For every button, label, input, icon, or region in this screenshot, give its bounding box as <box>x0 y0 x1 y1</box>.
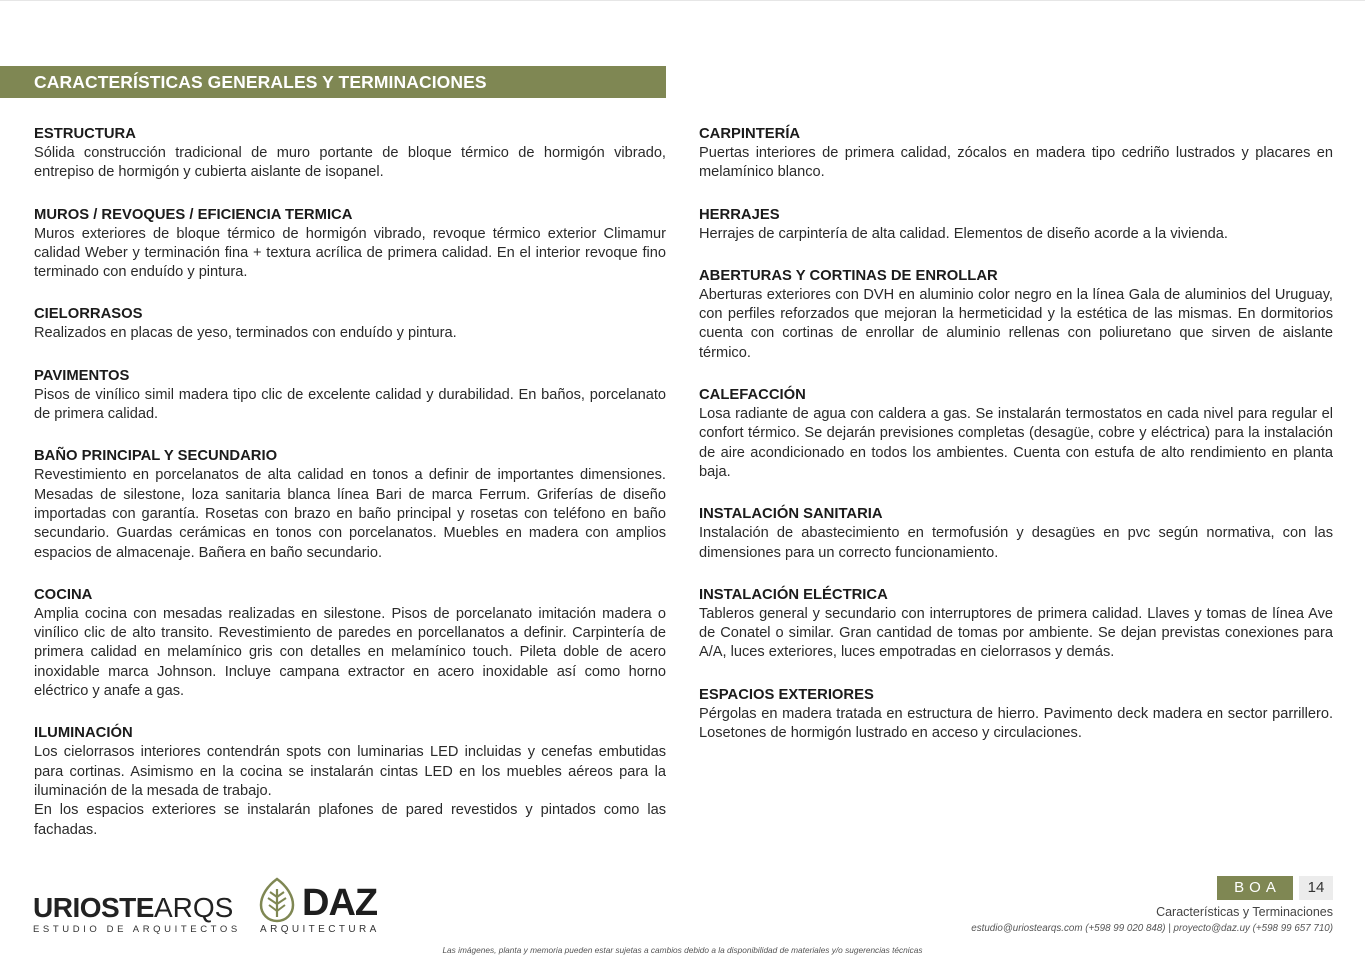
top-rule <box>0 0 1365 1</box>
section-title: ILUMINACIÓN <box>34 725 133 742</box>
section-title: HERRAJES <box>699 206 780 223</box>
section-title: ABERTURAS Y CORTINAS DE ENROLLAR <box>699 267 998 284</box>
spec-section <box>699 266 1333 363</box>
daz-logo <box>258 877 398 937</box>
section-title: ESTRUCTURA <box>34 126 136 142</box>
section-title: BAÑO PRINCIPAL Y SECUNDARIO <box>34 448 278 465</box>
urioste-main: URIOSTE <box>33 892 154 923</box>
section-title: ESPACIOS EXTERIORES <box>699 686 874 703</box>
section-paragraph: Herrajes de carpintería de alta calidad. Elementos de diseño acorde a la vivienda. <box>699 225 1228 242</box>
section-paragraph: Puertas interiores de primera calidad, zócalos en madera tipo cedriño lustrados y placares en melamínico blanco. <box>699 145 1333 181</box>
urioste-wordmark <box>33 893 241 923</box>
section-title: CARPINTERÍA <box>699 126 801 142</box>
spec-section <box>34 205 666 283</box>
page-number: 14 <box>1299 876 1333 900</box>
section-title: PAVIMENTOS <box>34 367 130 384</box>
section-paragraph: Amplia cocina con mesadas realizadas en silestone. Pisos de porcelanato imitación madera o vinílico clic de alto transito. Revestimiento de paredes en porcellanatos a definir. Carpintería de primera calidad en melamínico gris con detalles en melamínico touch. Pileta doble de acero inoxidable marca Johnson. Incluye campana extractor en acero inoxidable así como horno eléctrico y anafe a gas. <box>34 605 666 700</box>
section-body <box>699 605 1333 663</box>
spec-section <box>699 685 1333 744</box>
section-paragraph: Pérgolas en madera tratada en estructura de hierro. Pavimento deck madera en sector parrillero. Losetones de hormigón lustrado en acceso y circulaciones. <box>699 705 1333 742</box>
section-title: COCINA <box>34 586 93 603</box>
spec-section <box>699 205 1333 244</box>
footer-badges <box>913 876 1333 900</box>
urioste-logo <box>33 893 241 935</box>
section-header-bar: CARACTERÍSTICAS GENERALES Y TERMINACIONES <box>0 66 666 98</box>
section-body <box>34 225 666 283</box>
spec-section <box>699 585 1333 663</box>
section-body <box>699 524 1333 563</box>
section-paragraph: Pisos de vinílico simil madera tipo clic de excelente calidad y durabilidad. En baños, porcelanato de primera calidad. <box>34 386 666 423</box>
urioste-subtitle: ESTUDIO DE ARQUITECTOS <box>33 924 241 935</box>
section-paragraph: Los cielorrasos interiores contendrán spots con luminarias LED incluidas y cenefas embutidas para cortinas. Asimismo en la cocina se instalarán cintas LED en los muebles aéreos para la iluminación de la mesada de trabajo. <box>34 744 666 799</box>
daz-subtitle: ARQUITECTURA <box>260 924 380 935</box>
section-paragraph: Aberturas exteriores con DVH en aluminio color negro en la línea Gala de aluminios del Uruguay, con perfiles reforzados que mejoran la hermeticidad y la estética de las mismas. En dormitorios cuenta con cortinas de enrollar de aluminio rellenas con poliuretano que sirven de aislante térmico. <box>699 286 1333 361</box>
spec-section <box>34 446 666 562</box>
section-body <box>699 705 1333 744</box>
section-title: CIELORRASOS <box>34 306 143 323</box>
section-body <box>34 466 666 562</box>
section-title: MUROS / REVOQUES / EFICIENCIA TERMICA <box>34 206 353 223</box>
spec-section <box>34 585 666 701</box>
section-paragraph: En los espacios exteriores se instalarán plafones de pared revestidos y pintados como las fachadas. <box>34 802 666 838</box>
daz-wordmark: DAZ <box>302 882 378 924</box>
section-paragraph: Losa radiante de agua con caldera a gas. Se instalarán termostatos en cada nivel para regular el confort térmico. Se dejarán previsiones completas (desagüe, cobre y eléctrica) para la instalación de aire acondicionado en todos los ambientes. Cuenta con estufa de alto rendimiento en planta baja. <box>699 406 1333 480</box>
right-column <box>699 124 1333 765</box>
section-paragraph: Realizados en placas de yeso, terminados con enduído y pintura. <box>34 325 457 342</box>
section-body <box>34 605 666 701</box>
disclaimer: Las imágenes, planta y memoria pueden estar sujetas a cambios debido a la disponibilidad de materiales y/o sugerencias técnicas <box>442 945 923 955</box>
section-body <box>34 324 666 343</box>
section-paragraph: Sólida construcción tradicional de muro portante de bloque térmico de hormigón vibrado, entrepiso de hormigón y cubierta aislante de isopanel. <box>34 145 666 181</box>
section-title: INSTALACIÓN ELÉCTRICA <box>699 586 888 603</box>
spec-section <box>34 723 666 839</box>
section-paragraph: Muros exteriores de bloque térmico de hormigón vibrado, revoque térmico exterior Climamur calidad Weber y terminación fina + textura acrílica de primera calidad. En el interior revoque fino terminado con enduído y pintura. <box>34 225 666 281</box>
spec-section <box>34 304 666 343</box>
section-body <box>34 743 666 839</box>
section-paragraph: Instalación de abastecimiento en termofusión y desagües en pvc según normativa, con las dimensiones para un correcto funcionamiento. <box>699 525 1333 561</box>
footer-info <box>913 876 1333 935</box>
section-body <box>699 225 1333 244</box>
spec-section <box>34 366 666 425</box>
spec-section <box>699 124 1333 183</box>
section-body <box>699 144 1333 183</box>
section-body <box>699 286 1333 363</box>
section-title: CALEFACCIÓN <box>699 387 806 404</box>
section-body <box>34 144 666 183</box>
left-column <box>34 124 666 862</box>
urioste-arqs: ARQS <box>153 892 234 923</box>
section-title: INSTALACIÓN SANITARIA <box>699 506 883 523</box>
leaf-icon <box>258 877 296 923</box>
section-body <box>699 405 1333 482</box>
footer-caption: Características y Terminaciones <box>1156 905 1333 919</box>
spec-section <box>699 504 1333 563</box>
footer-contact: estudio@uriostearqs.com (+598 99 020 848) | proyecto@daz.uy (+598 99 657 710) <box>971 923 1333 934</box>
section-body <box>34 386 666 425</box>
project-badge: BOA <box>1217 876 1293 900</box>
spec-section <box>699 385 1333 482</box>
section-paragraph: Tableros general y secundario con interruptores de primera calidad. Llaves y tomas de línea Ave de Conatel o similar. Gran cantidad de tomas por ambiente. Se dejan previstas conexiones para A/A, luces exteriores, luces empotradas en cielorrasos y demás. <box>699 605 1333 661</box>
section-paragraph: Revestimiento en porcelanatos de alta calidad en tonos a definir de importantes dimensiones. Mesadas de silestone, loza sanitaria blanca línea Bari de marca Ferrum. Griferías de diseño importadas con garantía. Rosetas con brazo en baño principal y rosetas con teléfono en baño secundario. Guardas cerámicas en tonos con porcelanatos. Muebles en madera con amplios espacios de almacenaje. Bañera en baño secundario. <box>34 467 666 561</box>
spec-section <box>34 124 666 183</box>
